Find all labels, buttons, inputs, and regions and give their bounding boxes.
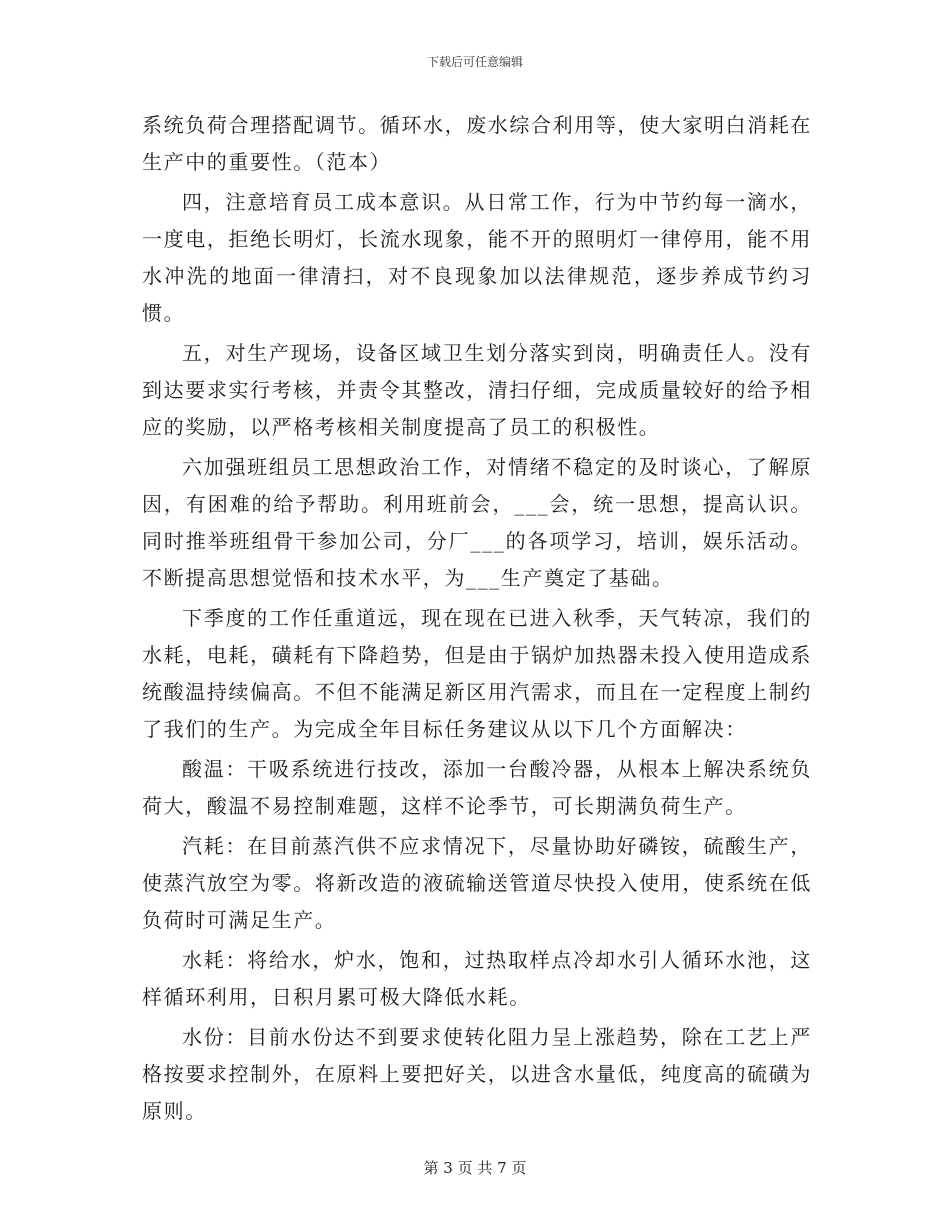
document-body <box>142 107 812 1133</box>
paragraph-continuation: 系统负荷合理搭配调节。循环水，废水综合利用等，使大家明白消耗在生产中的重要性。（范本） <box>142 113 812 174</box>
page-number: 第 3 页 共 7 页 <box>423 1159 527 1177</box>
paragraph-steam-consumption: 汽耗：在目前蒸汽供不应求情况下，尽量协助好磷铵，硫酸生产，使蒸汽放空为零。将新改造的液硫输送管道尽快投入使用，使系统在低负荷时可满足生产。 <box>142 834 812 932</box>
paragraph-water-consumption: 水耗：将给水，炉水，饱和，过热取样点冷却水引人循环水池，这样循环利用，日积月累可极大降低水耗。 <box>142 948 812 1009</box>
paragraph-item-five: 五，对生产现场，设备区域卫生划分落实到岗，明确责任人。没有到达要求实行考核，并责令其整改，清扫仔细，完成质量较好的给予相应的奖励，以严格考核相关制度提高了员工的积极性。 <box>142 341 812 439</box>
paragraph-item-six: 六加强班组员工思想政治工作，对情绪不稳定的及时谈心，了解原因，有困难的给予帮助。利用班前会，___会，统一思想，提高认识。同时推举班组骨干参加公司，分厂___的各项学习，培训，娱乐活动。不断提高思想觉悟和技术水平，为___生产奠定了基础。 <box>142 455 812 590</box>
page-header-note: 下载后可任意编辑 <box>426 55 523 69</box>
paragraph-moisture: 水份：目前水份达不到要求使转化阻力呈上涨趋势，除在工艺上严格按要求控制外，在原料上要把好关，以进含水量低，纯度高的硫磺为原则。 <box>142 1025 812 1123</box>
paragraph-next-quarter: 下季度的工作任重道远，现在现在已进入秋季，天气转凉，我们的水耗，电耗，磺耗有下降趋势，但是由于锅炉加热器未投入使用造成系统酸温持续偏高。不但不能满足新区用汽需求，而且在一定程度上制约了我们的生产。为完成全年目标任务建议从以下几个方面解决： <box>142 606 812 741</box>
paragraph-item-four: 四，注意培育员工成本意识。从日常工作，行为中节约每一滴水，一度电，拒绝长明灯，长流水现象，能不开的照明灯一律停用，能不用水冲洗的地面一律清扫，对不良现象加以法律规范，逐步养成节约习惯。 <box>142 190 812 325</box>
paragraph-acid-temperature: 酸温：干吸系统进行技改，添加一台酸冷器，从根本上解决系统负荷大，酸温不易控制难题，这样不论季节，可长期满负荷生产。 <box>142 757 812 818</box>
